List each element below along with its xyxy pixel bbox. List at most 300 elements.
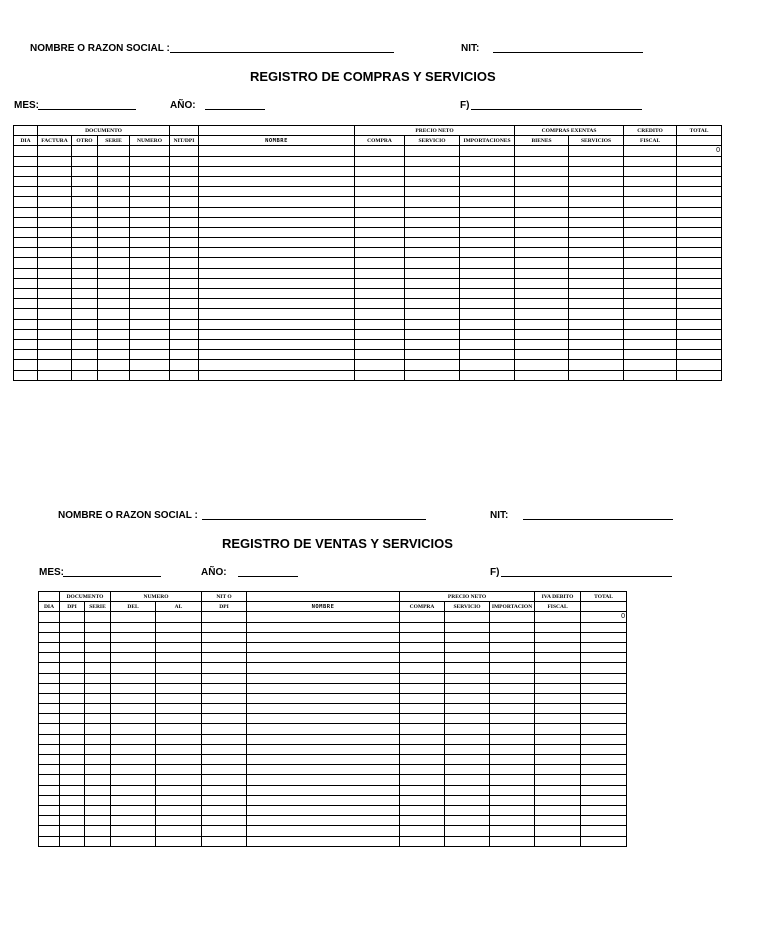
purchases-cell[interactable] (72, 248, 98, 258)
sales-cell[interactable] (39, 744, 60, 754)
sales-cell[interactable] (445, 744, 490, 754)
sales-cell[interactable] (85, 734, 111, 744)
sales-cell[interactable] (85, 642, 111, 652)
sales-cell[interactable] (400, 816, 445, 826)
purchases-cell[interactable] (405, 339, 460, 349)
purchases-cell[interactable] (624, 166, 677, 176)
sales-cell[interactable] (535, 775, 581, 785)
purchases-cell[interactable] (677, 238, 722, 248)
purchases-cell[interactable] (38, 238, 72, 248)
purchases-cell[interactable] (355, 187, 405, 197)
sales-cell[interactable] (247, 755, 400, 765)
sales-cell[interactable] (400, 795, 445, 805)
sales-cell[interactable] (535, 795, 581, 805)
sales-cell[interactable] (247, 795, 400, 805)
sales-cell[interactable] (60, 755, 85, 765)
sales-cell[interactable] (156, 795, 202, 805)
purchases-cell[interactable] (624, 268, 677, 278)
sales-cell[interactable] (39, 632, 60, 642)
sales-cell[interactable] (581, 653, 627, 663)
purchases-cell[interactable] (14, 197, 38, 207)
sales-cell[interactable] (535, 693, 581, 703)
sales-cell[interactable] (490, 755, 535, 765)
purchases-cell[interactable] (460, 207, 515, 217)
sales-cell[interactable] (400, 612, 445, 622)
purchases-cell[interactable] (170, 166, 199, 176)
sales-cell[interactable] (581, 704, 627, 714)
sales-cell[interactable] (60, 734, 85, 744)
sales-cell[interactable] (490, 734, 535, 744)
purchases-cell[interactable] (624, 217, 677, 227)
purchases-cell[interactable] (677, 289, 722, 299)
purchases-cell[interactable] (515, 309, 569, 319)
sales-cell[interactable] (535, 785, 581, 795)
purchases-cell[interactable] (38, 360, 72, 370)
purchases-cell[interactable] (405, 197, 460, 207)
sales-cell[interactable] (156, 653, 202, 663)
sales-cell[interactable] (202, 765, 247, 775)
purchases-cell[interactable] (98, 370, 130, 380)
sales-cell[interactable] (581, 714, 627, 724)
sales-cell[interactable] (247, 704, 400, 714)
sales-cell[interactable] (85, 724, 111, 734)
purchases-cell[interactable] (624, 197, 677, 207)
purchases-cell[interactable] (405, 350, 460, 360)
sales-cell[interactable] (400, 805, 445, 815)
sales-cell[interactable] (156, 704, 202, 714)
purchases-cell[interactable] (624, 248, 677, 258)
sales-cell[interactable] (156, 755, 202, 765)
sales-cell[interactable] (247, 653, 400, 663)
purchases-cell[interactable] (677, 360, 722, 370)
purchases-cell[interactable] (14, 176, 38, 186)
purchases-cell[interactable] (624, 258, 677, 268)
sales-cell[interactable] (445, 653, 490, 663)
purchases-cell[interactable] (405, 370, 460, 380)
purchases-cell[interactable] (677, 370, 722, 380)
purchases-cell[interactable] (199, 207, 355, 217)
sales-cell[interactable] (60, 612, 85, 622)
sales-cell[interactable] (111, 734, 156, 744)
purchases-cell[interactable] (38, 156, 72, 166)
purchases-cell[interactable] (170, 176, 199, 186)
sales-cell[interactable] (581, 775, 627, 785)
purchases-cell[interactable] (98, 207, 130, 217)
sales-mes-field[interactable] (63, 576, 161, 577)
purchases-cell[interactable] (72, 309, 98, 319)
sales-cell[interactable] (581, 795, 627, 805)
purchases-cell[interactable] (72, 217, 98, 227)
purchases-cell[interactable] (569, 360, 624, 370)
purchases-cell[interactable] (355, 289, 405, 299)
purchases-cell[interactable] (130, 278, 170, 288)
sales-cell[interactable] (445, 612, 490, 622)
purchases-cell[interactable] (14, 339, 38, 349)
sales-cell[interactable] (85, 632, 111, 642)
purchases-cell[interactable] (405, 187, 460, 197)
sales-cell[interactable] (535, 663, 581, 673)
sales-cell[interactable] (247, 744, 400, 754)
purchases-cell[interactable] (515, 329, 569, 339)
sales-cell[interactable] (247, 683, 400, 693)
purchases-cell[interactable] (677, 248, 722, 258)
purchases-cell[interactable] (38, 248, 72, 258)
sales-cell[interactable] (581, 755, 627, 765)
purchases-cell[interactable] (355, 339, 405, 349)
purchases-cell[interactable] (569, 176, 624, 186)
purchases-cell[interactable] (460, 268, 515, 278)
sales-cell[interactable] (535, 714, 581, 724)
sales-cell[interactable] (39, 826, 60, 836)
purchases-cell[interactable] (405, 227, 460, 237)
sales-cell[interactable] (60, 704, 85, 714)
sales-cell[interactable] (60, 805, 85, 815)
purchases-cell[interactable] (14, 299, 38, 309)
sales-cell[interactable] (202, 714, 247, 724)
sales-cell[interactable] (581, 693, 627, 703)
sales-cell[interactable] (60, 622, 85, 632)
purchases-cell[interactable] (460, 187, 515, 197)
purchases-cell[interactable] (624, 176, 677, 186)
purchases-cell[interactable] (569, 339, 624, 349)
purchases-cell[interactable] (170, 299, 199, 309)
purchases-cell[interactable] (14, 329, 38, 339)
sales-cell[interactable] (85, 683, 111, 693)
sales-cell[interactable] (39, 673, 60, 683)
purchases-cell[interactable] (98, 156, 130, 166)
purchases-cell[interactable] (569, 197, 624, 207)
purchases-cell[interactable] (515, 227, 569, 237)
purchases-cell[interactable] (199, 289, 355, 299)
purchases-cell[interactable] (38, 319, 72, 329)
purchases-cell[interactable] (460, 156, 515, 166)
purchases-cell[interactable] (460, 319, 515, 329)
sales-cell[interactable] (39, 642, 60, 652)
sales-cell[interactable] (445, 785, 490, 795)
sales-ano-field[interactable] (238, 576, 298, 577)
sales-cell[interactable] (202, 663, 247, 673)
purchases-cell[interactable] (199, 176, 355, 186)
purchases-cell[interactable] (624, 309, 677, 319)
sales-cell[interactable] (39, 622, 60, 632)
purchases-cell[interactable] (98, 319, 130, 329)
sales-cell[interactable] (400, 673, 445, 683)
purchases-cell[interactable] (405, 278, 460, 288)
sales-cell[interactable] (85, 653, 111, 663)
sales-cell[interactable] (400, 836, 445, 846)
purchases-cell[interactable] (170, 319, 199, 329)
purchases-cell[interactable] (130, 238, 170, 248)
purchases-cell[interactable] (199, 268, 355, 278)
purchases-cell[interactable] (170, 278, 199, 288)
sales-cell[interactable] (39, 785, 60, 795)
purchases-cell[interactable] (199, 156, 355, 166)
purchases-cell[interactable] (98, 289, 130, 299)
sales-cell[interactable] (111, 714, 156, 724)
purchases-cell[interactable] (130, 217, 170, 227)
purchases-cell[interactable] (38, 187, 72, 197)
sales-cell[interactable] (535, 826, 581, 836)
purchases-cell[interactable] (515, 370, 569, 380)
sales-cell[interactable] (445, 805, 490, 815)
sales-cell[interactable] (60, 632, 85, 642)
purchases-ano-field[interactable] (205, 109, 265, 110)
sales-cell[interactable] (490, 673, 535, 683)
purchases-cell[interactable] (405, 207, 460, 217)
purchases-cell[interactable] (38, 207, 72, 217)
sales-cell[interactable] (202, 775, 247, 785)
purchases-cell[interactable] (72, 350, 98, 360)
sales-cell[interactable] (111, 775, 156, 785)
purchases-cell[interactable] (199, 339, 355, 349)
sales-cell[interactable] (156, 622, 202, 632)
sales-cell[interactable] (535, 683, 581, 693)
sales-cell[interactable] (60, 775, 85, 785)
purchases-cell[interactable] (72, 227, 98, 237)
purchases-cell[interactable] (624, 319, 677, 329)
purchases-cell[interactable] (569, 309, 624, 319)
purchases-cell[interactable] (199, 187, 355, 197)
purchases-cell[interactable] (14, 350, 38, 360)
sales-cell[interactable] (60, 744, 85, 754)
purchases-cell[interactable] (130, 248, 170, 258)
sales-cell[interactable] (247, 734, 400, 744)
sales-cell[interactable] (111, 683, 156, 693)
purchases-cell[interactable] (98, 309, 130, 319)
purchases-cell[interactable] (515, 238, 569, 248)
purchases-cell[interactable] (170, 207, 199, 217)
purchases-cell[interactable] (677, 217, 722, 227)
sales-cell[interactable] (400, 826, 445, 836)
sales-cell[interactable] (400, 755, 445, 765)
purchases-cell[interactable] (355, 309, 405, 319)
purchases-cell[interactable] (405, 238, 460, 248)
sales-cell[interactable] (111, 653, 156, 663)
purchases-cell[interactable] (515, 207, 569, 217)
purchases-cell[interactable] (98, 299, 130, 309)
purchases-cell[interactable] (130, 268, 170, 278)
sales-cell[interactable] (445, 836, 490, 846)
purchases-cell[interactable] (355, 360, 405, 370)
purchases-cell[interactable] (355, 238, 405, 248)
sales-cell[interactable] (445, 775, 490, 785)
sales-cell[interactable] (85, 805, 111, 815)
purchases-cell[interactable] (569, 248, 624, 258)
sales-cell[interactable] (400, 653, 445, 663)
sales-cell[interactable] (535, 734, 581, 744)
sales-cell[interactable] (111, 724, 156, 734)
sales-cell[interactable] (202, 724, 247, 734)
purchases-cell[interactable] (170, 329, 199, 339)
sales-cell[interactable] (581, 622, 627, 632)
sales-cell[interactable] (490, 816, 535, 826)
purchases-cell[interactable] (170, 360, 199, 370)
purchases-cell[interactable] (199, 227, 355, 237)
purchases-cell[interactable] (355, 258, 405, 268)
purchases-cell[interactable] (170, 289, 199, 299)
purchases-cell[interactable] (515, 289, 569, 299)
purchases-cell[interactable] (199, 248, 355, 258)
sales-cell[interactable] (490, 632, 535, 642)
purchases-cell[interactable] (624, 227, 677, 237)
sales-cell[interactable] (156, 785, 202, 795)
sales-cell[interactable] (535, 816, 581, 826)
sales-cell[interactable] (85, 704, 111, 714)
purchases-name-field[interactable] (170, 52, 394, 53)
sales-cell[interactable] (490, 744, 535, 754)
sales-cell[interactable] (60, 673, 85, 683)
sales-cell[interactable] (247, 826, 400, 836)
purchases-cell[interactable] (170, 146, 199, 156)
purchases-cell[interactable] (405, 329, 460, 339)
sales-cell[interactable] (535, 765, 581, 775)
sales-cell[interactable] (39, 836, 60, 846)
sales-cell[interactable] (535, 704, 581, 714)
purchases-cell[interactable] (38, 309, 72, 319)
sales-cell[interactable] (445, 795, 490, 805)
sales-cell[interactable] (156, 826, 202, 836)
purchases-cell[interactable] (98, 227, 130, 237)
sales-cell[interactable] (445, 714, 490, 724)
sales-cell[interactable] (535, 653, 581, 663)
purchases-cell[interactable] (355, 156, 405, 166)
purchases-cell[interactable] (569, 289, 624, 299)
sales-cell[interactable] (535, 755, 581, 765)
purchases-cell[interactable] (98, 176, 130, 186)
purchases-cell[interactable] (130, 350, 170, 360)
sales-cell[interactable] (490, 683, 535, 693)
purchases-cell[interactable] (72, 268, 98, 278)
sales-cell[interactable] (156, 805, 202, 815)
sales-cell[interactable] (247, 622, 400, 632)
sales-cell[interactable] (202, 734, 247, 744)
purchases-cell[interactable] (38, 370, 72, 380)
purchases-cell[interactable] (405, 217, 460, 227)
sales-cell[interactable] (535, 805, 581, 815)
purchases-cell[interactable] (405, 309, 460, 319)
purchases-cell[interactable] (14, 370, 38, 380)
purchases-cell[interactable] (460, 197, 515, 207)
purchases-cell[interactable] (405, 319, 460, 329)
purchases-cell[interactable] (624, 329, 677, 339)
purchases-cell[interactable] (405, 156, 460, 166)
purchases-cell[interactable] (98, 329, 130, 339)
sales-cell[interactable] (445, 826, 490, 836)
purchases-cell[interactable] (38, 299, 72, 309)
sales-cell[interactable] (60, 714, 85, 724)
sales-cell[interactable] (490, 826, 535, 836)
sales-cell[interactable] (85, 714, 111, 724)
purchases-cell[interactable] (405, 146, 460, 156)
purchases-cell[interactable] (130, 227, 170, 237)
sales-cell[interactable] (247, 785, 400, 795)
purchases-cell[interactable] (624, 207, 677, 217)
purchases-cell[interactable] (355, 299, 405, 309)
sales-cell[interactable] (490, 775, 535, 785)
purchases-cell[interactable] (355, 227, 405, 237)
sales-cell[interactable] (156, 724, 202, 734)
purchases-cell[interactable] (199, 258, 355, 268)
sales-cell[interactable] (60, 683, 85, 693)
purchases-cell[interactable] (38, 146, 72, 156)
purchases-cell[interactable] (170, 339, 199, 349)
sales-cell[interactable] (39, 653, 60, 663)
purchases-cell[interactable] (14, 248, 38, 258)
sales-cell[interactable] (111, 612, 156, 622)
sales-cell[interactable] (202, 836, 247, 846)
sales-cell[interactable] (247, 663, 400, 673)
purchases-cell[interactable] (569, 278, 624, 288)
purchases-cell[interactable] (460, 258, 515, 268)
sales-cell[interactable] (156, 836, 202, 846)
purchases-cell[interactable] (130, 166, 170, 176)
sales-cell[interactable] (39, 734, 60, 744)
purchases-cell[interactable] (677, 176, 722, 186)
purchases-cell[interactable] (170, 309, 199, 319)
sales-cell[interactable] (581, 683, 627, 693)
purchases-cell[interactable] (355, 166, 405, 176)
purchases-cell[interactable] (72, 370, 98, 380)
purchases-cell[interactable] (199, 360, 355, 370)
purchases-cell[interactable] (130, 299, 170, 309)
sales-cell[interactable] (85, 693, 111, 703)
purchases-cell[interactable] (355, 268, 405, 278)
purchases-cell[interactable] (515, 360, 569, 370)
purchases-cell[interactable] (677, 258, 722, 268)
purchases-cell[interactable] (569, 146, 624, 156)
purchases-cell[interactable] (624, 156, 677, 166)
purchases-cell[interactable] (677, 350, 722, 360)
sales-cell[interactable] (156, 765, 202, 775)
sales-cell[interactable] (85, 663, 111, 673)
sales-name-field[interactable] (202, 519, 426, 520)
sales-cell[interactable] (490, 795, 535, 805)
sales-cell[interactable] (60, 724, 85, 734)
purchases-cell[interactable] (460, 278, 515, 288)
purchases-cell[interactable] (14, 166, 38, 176)
sales-cell[interactable] (111, 826, 156, 836)
sales-cell[interactable] (581, 826, 627, 836)
purchases-cell[interactable] (569, 166, 624, 176)
sales-cell[interactable] (202, 642, 247, 652)
sales-cell[interactable] (111, 816, 156, 826)
sales-cell[interactable] (111, 642, 156, 652)
sales-cell[interactable] (247, 775, 400, 785)
sales-cell[interactable] (400, 744, 445, 754)
purchases-cell[interactable] (98, 258, 130, 268)
sales-cell[interactable] (39, 714, 60, 724)
purchases-cell[interactable] (677, 187, 722, 197)
purchases-cell[interactable] (515, 319, 569, 329)
sales-cell[interactable] (490, 714, 535, 724)
purchases-cell[interactable] (199, 329, 355, 339)
sales-cell[interactable] (445, 734, 490, 744)
purchases-cell[interactable] (405, 299, 460, 309)
purchases-cell[interactable] (405, 166, 460, 176)
sales-cell[interactable] (60, 693, 85, 703)
purchases-cell[interactable] (405, 248, 460, 258)
purchases-cell[interactable] (199, 350, 355, 360)
purchases-cell[interactable] (569, 329, 624, 339)
purchases-cell[interactable] (355, 146, 405, 156)
purchases-cell[interactable] (38, 227, 72, 237)
purchases-cell[interactable] (624, 146, 677, 156)
purchases-cell[interactable] (677, 339, 722, 349)
purchases-cell[interactable] (405, 268, 460, 278)
purchases-cell[interactable] (677, 227, 722, 237)
sales-cell[interactable] (60, 642, 85, 652)
purchases-cell[interactable] (38, 268, 72, 278)
